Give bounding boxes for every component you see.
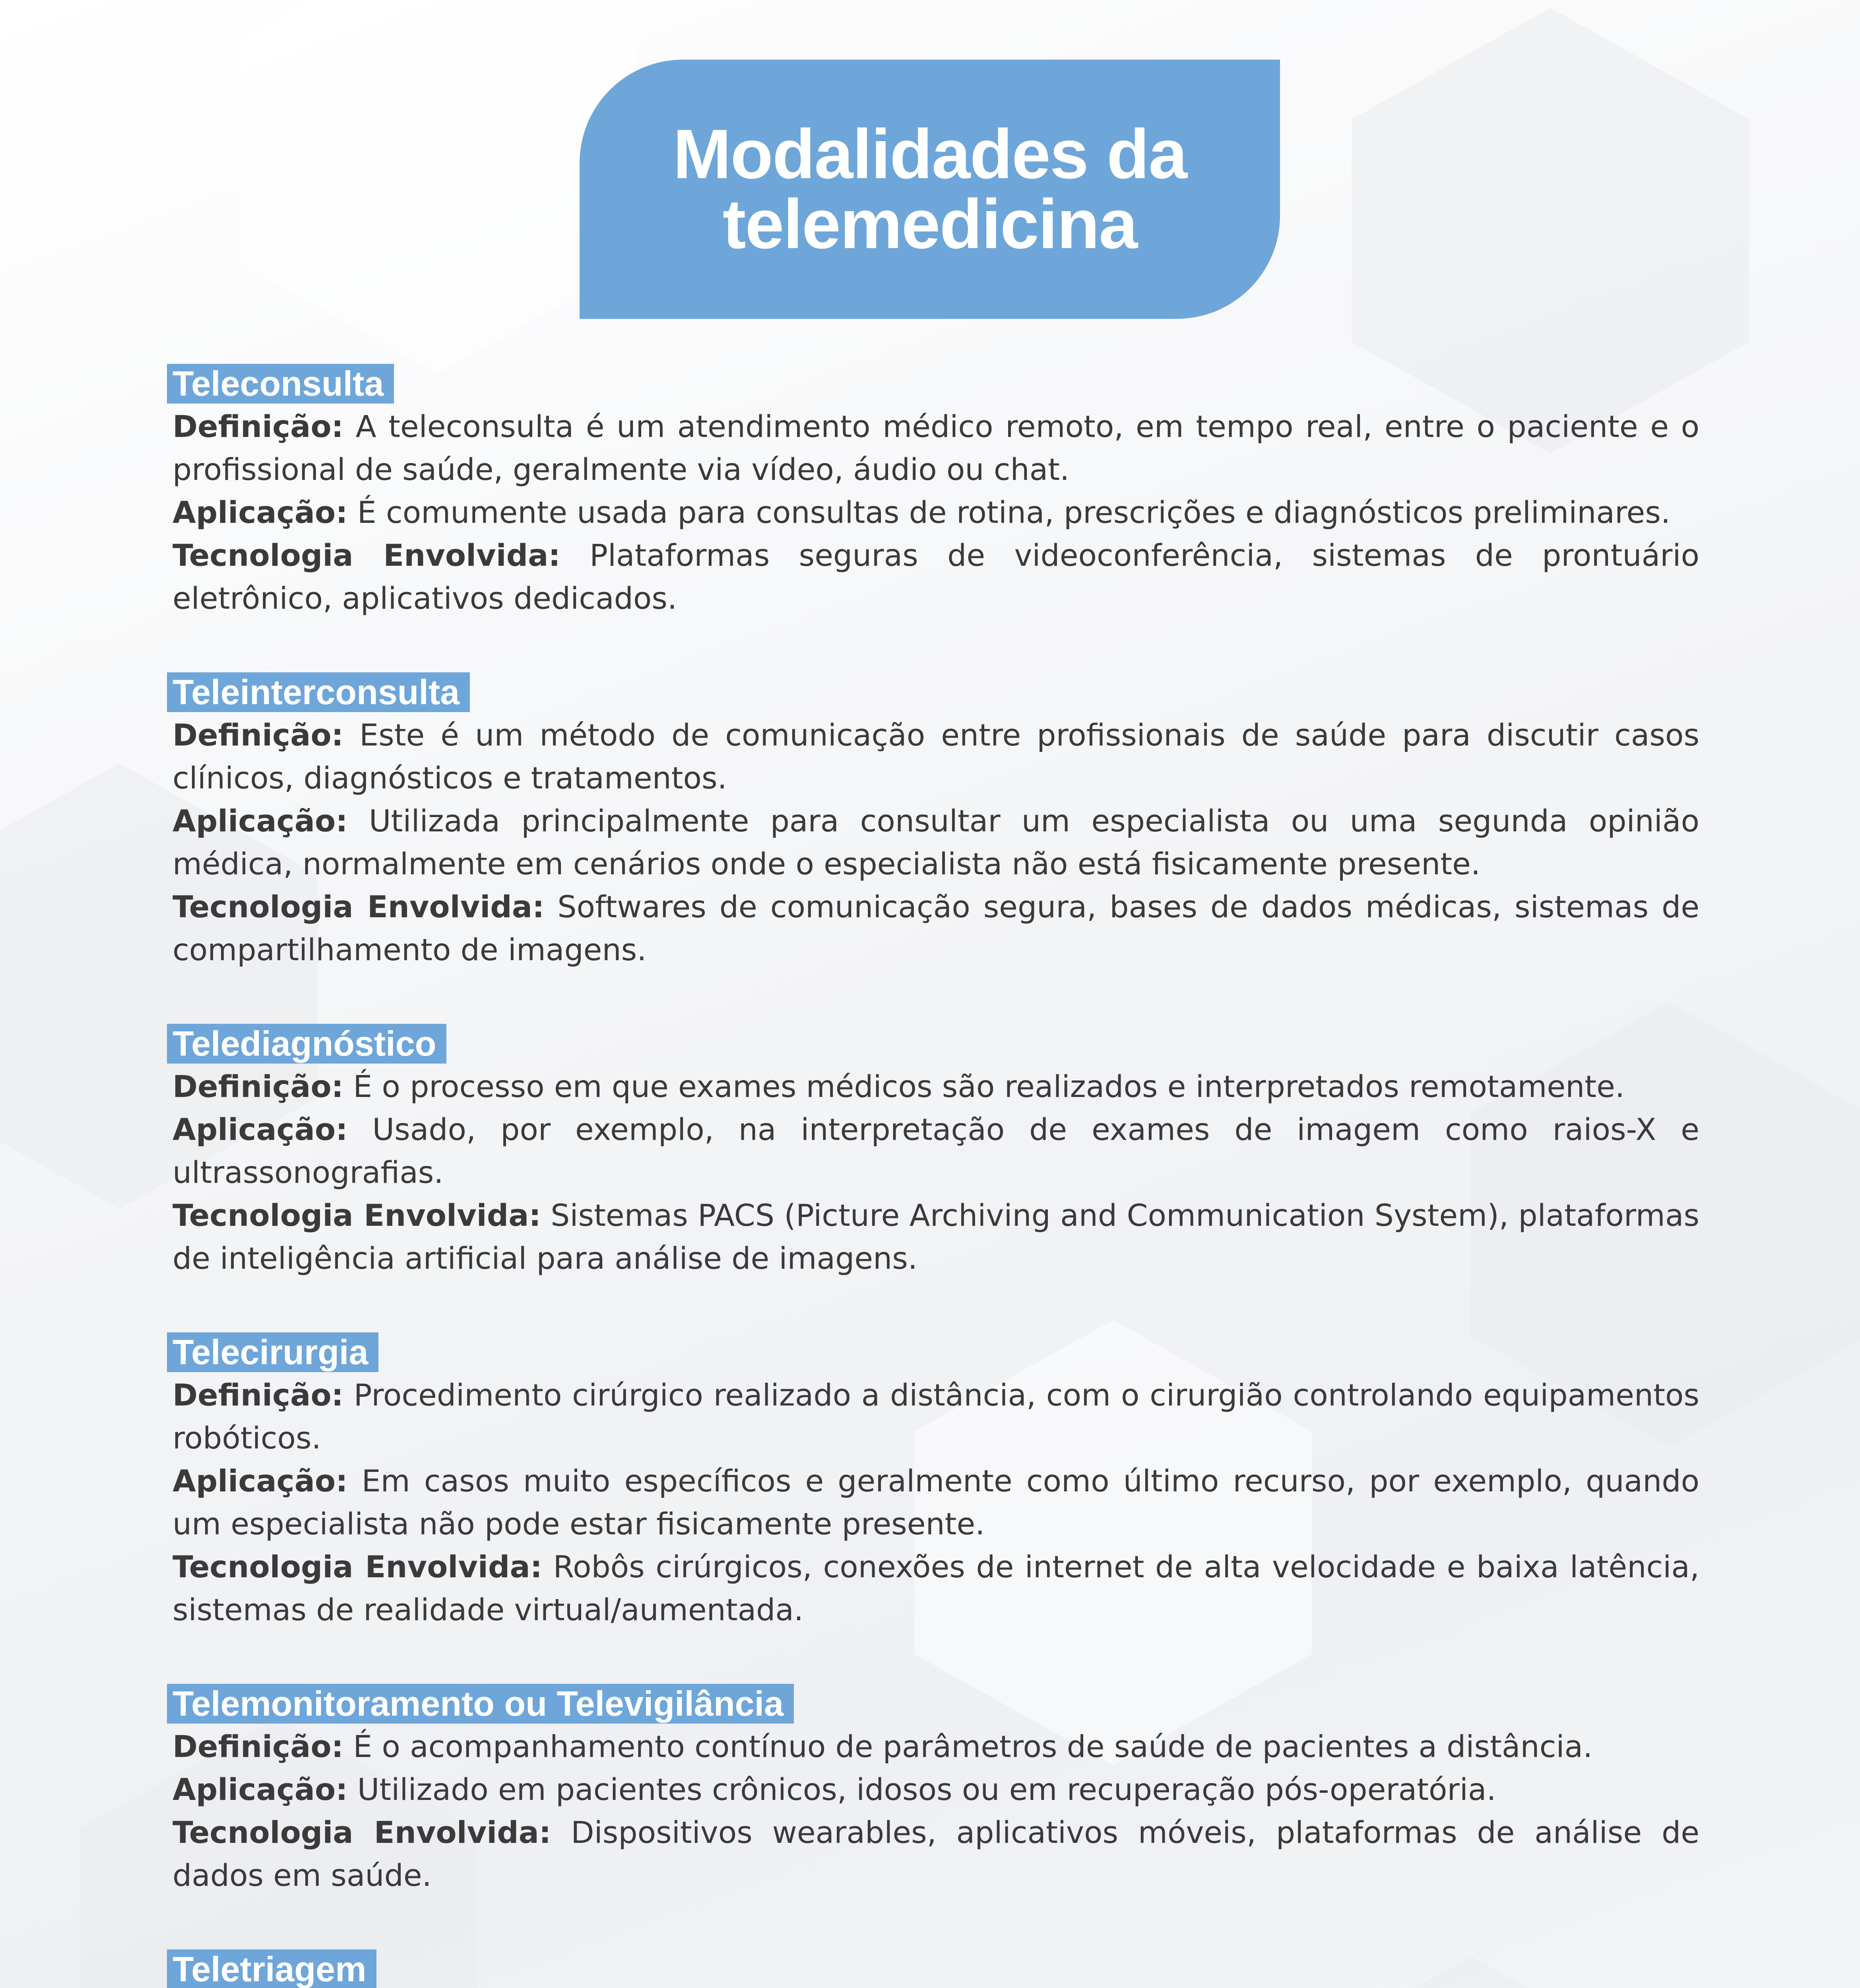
technology-label: Tecnologia Envolvida:	[173, 1198, 541, 1233]
title-line-1: Modalidades da	[673, 115, 1187, 193]
section-telecirurgia	[167, 1332, 1699, 1631]
application-label: Aplicação:	[173, 495, 348, 530]
section-telemonitoramento	[167, 1684, 1699, 1897]
definition-text: Este é um método de comunicação entre profissionais de saúde para discutir casos clínicos, diagnósticos e tratamentos.	[173, 717, 1699, 796]
modalities-list	[167, 364, 1699, 1988]
application-text: Utilizada principalmente para consultar um especialista ou uma segunda opinião médica, normalmente em cenários onde o especialista não está fisicamente presente.	[173, 803, 1699, 881]
application-text: Usado, por exemplo, na interpretação de exames de imagem como raios-X e ultrassonografias.	[173, 1112, 1699, 1190]
definition-text: É o processo em que exames médicos são realizados e interpretados remotamente.	[353, 1069, 1625, 1104]
section-heading: Teletriagem	[167, 1949, 376, 1988]
technology-paragraph	[167, 1194, 1699, 1280]
definition-text: A teleconsulta é um atendimento médico remoto, em tempo real, entre o paciente e o profissional de saúde, geralmente via vídeo, áudio ou chat.	[173, 409, 1699, 487]
title-line-2: telemedicina	[722, 185, 1137, 263]
application-paragraph	[167, 1108, 1699, 1194]
page-title	[673, 115, 1187, 263]
section-teleinterconsulta	[167, 672, 1699, 971]
section-heading: Teleinterconsulta	[167, 672, 470, 712]
application-text: Utilizado em pacientes crônicos, idosos ou em recuperação pós-operatória.	[357, 1772, 1496, 1807]
section-teletriagem	[167, 1949, 1699, 1988]
definition-label: Definição:	[173, 409, 344, 444]
technology-text: Plataformas seguras de videoconferência, sistemas de prontuário eletrônico, aplicativos dedicados.	[173, 538, 1699, 616]
application-label: Aplicação:	[173, 1112, 348, 1147]
technology-paragraph	[167, 1811, 1699, 1897]
technology-text: Sistemas PACS (Picture Archiving and Communication System), plataformas de inteligência artificial para análise de imagens.	[173, 1198, 1699, 1276]
application-text: É comumente usada para consultas de rotina, prescrições e diagnósticos preliminares.	[357, 495, 1671, 530]
definition-label: Definição:	[173, 717, 344, 753]
definition-label: Definição:	[173, 1729, 344, 1764]
application-label: Aplicação:	[173, 803, 348, 839]
technology-label: Tecnologia Envolvida:	[173, 889, 545, 924]
section-heading: Teleconsulta	[167, 364, 394, 404]
technology-text: Dispositivos wearables, aplicativos móveis, plataformas de análise de dados em saúde.	[173, 1815, 1699, 1893]
application-label: Aplicação:	[173, 1772, 348, 1807]
section-telediagnostico	[167, 1024, 1699, 1280]
technology-text: Softwares de comunicação segura, bases de dados médicas, sistemas de compartilhamento de imagens.	[173, 889, 1699, 967]
technology-text: Robôs cirúrgicos, conexões de internet de alta velocidade e baixa latência, sistemas de realidade virtual/aumentada.	[173, 1549, 1699, 1627]
definition-text: É o acompanhamento contínuo de parâmetros de saúde de pacientes a distância.	[353, 1729, 1593, 1764]
application-paragraph	[167, 1768, 1699, 1811]
definition-label: Definição:	[173, 1069, 344, 1104]
application-paragraph	[167, 1460, 1699, 1545]
definition-paragraph	[167, 405, 1699, 491]
section-heading: Telemonitoramento ou Televigilância	[167, 1684, 794, 1724]
technology-paragraph	[167, 1545, 1699, 1631]
definition-text: Procedimento cirúrgico realizado a distância, com o cirurgião controlando equipamentos robóticos.	[173, 1377, 1699, 1456]
definition-paragraph	[167, 1374, 1699, 1460]
technology-paragraph	[167, 534, 1699, 620]
section-teleconsulta	[167, 364, 1699, 620]
definition-paragraph	[167, 1065, 1699, 1108]
application-label: Aplicação:	[173, 1463, 348, 1499]
section-heading: Telecirurgia	[167, 1332, 378, 1372]
definition-label: Definição:	[173, 1377, 344, 1413]
application-paragraph	[167, 800, 1699, 885]
section-heading: Telediagnóstico	[167, 1024, 446, 1064]
application-text: Em casos muito específicos e geralmente como último recurso, por exemplo, quando um especialista não pode estar fisicamente presente.	[173, 1463, 1700, 1541]
technology-label: Tecnologia Envolvida:	[173, 538, 561, 573]
technology-label: Tecnologia Envolvida:	[173, 1815, 551, 1850]
definition-paragraph	[167, 714, 1699, 800]
technology-paragraph	[167, 885, 1699, 971]
technology-label: Tecnologia Envolvida:	[173, 1549, 542, 1584]
title-banner	[580, 60, 1280, 319]
application-paragraph	[167, 491, 1699, 534]
definition-paragraph	[167, 1725, 1699, 1768]
